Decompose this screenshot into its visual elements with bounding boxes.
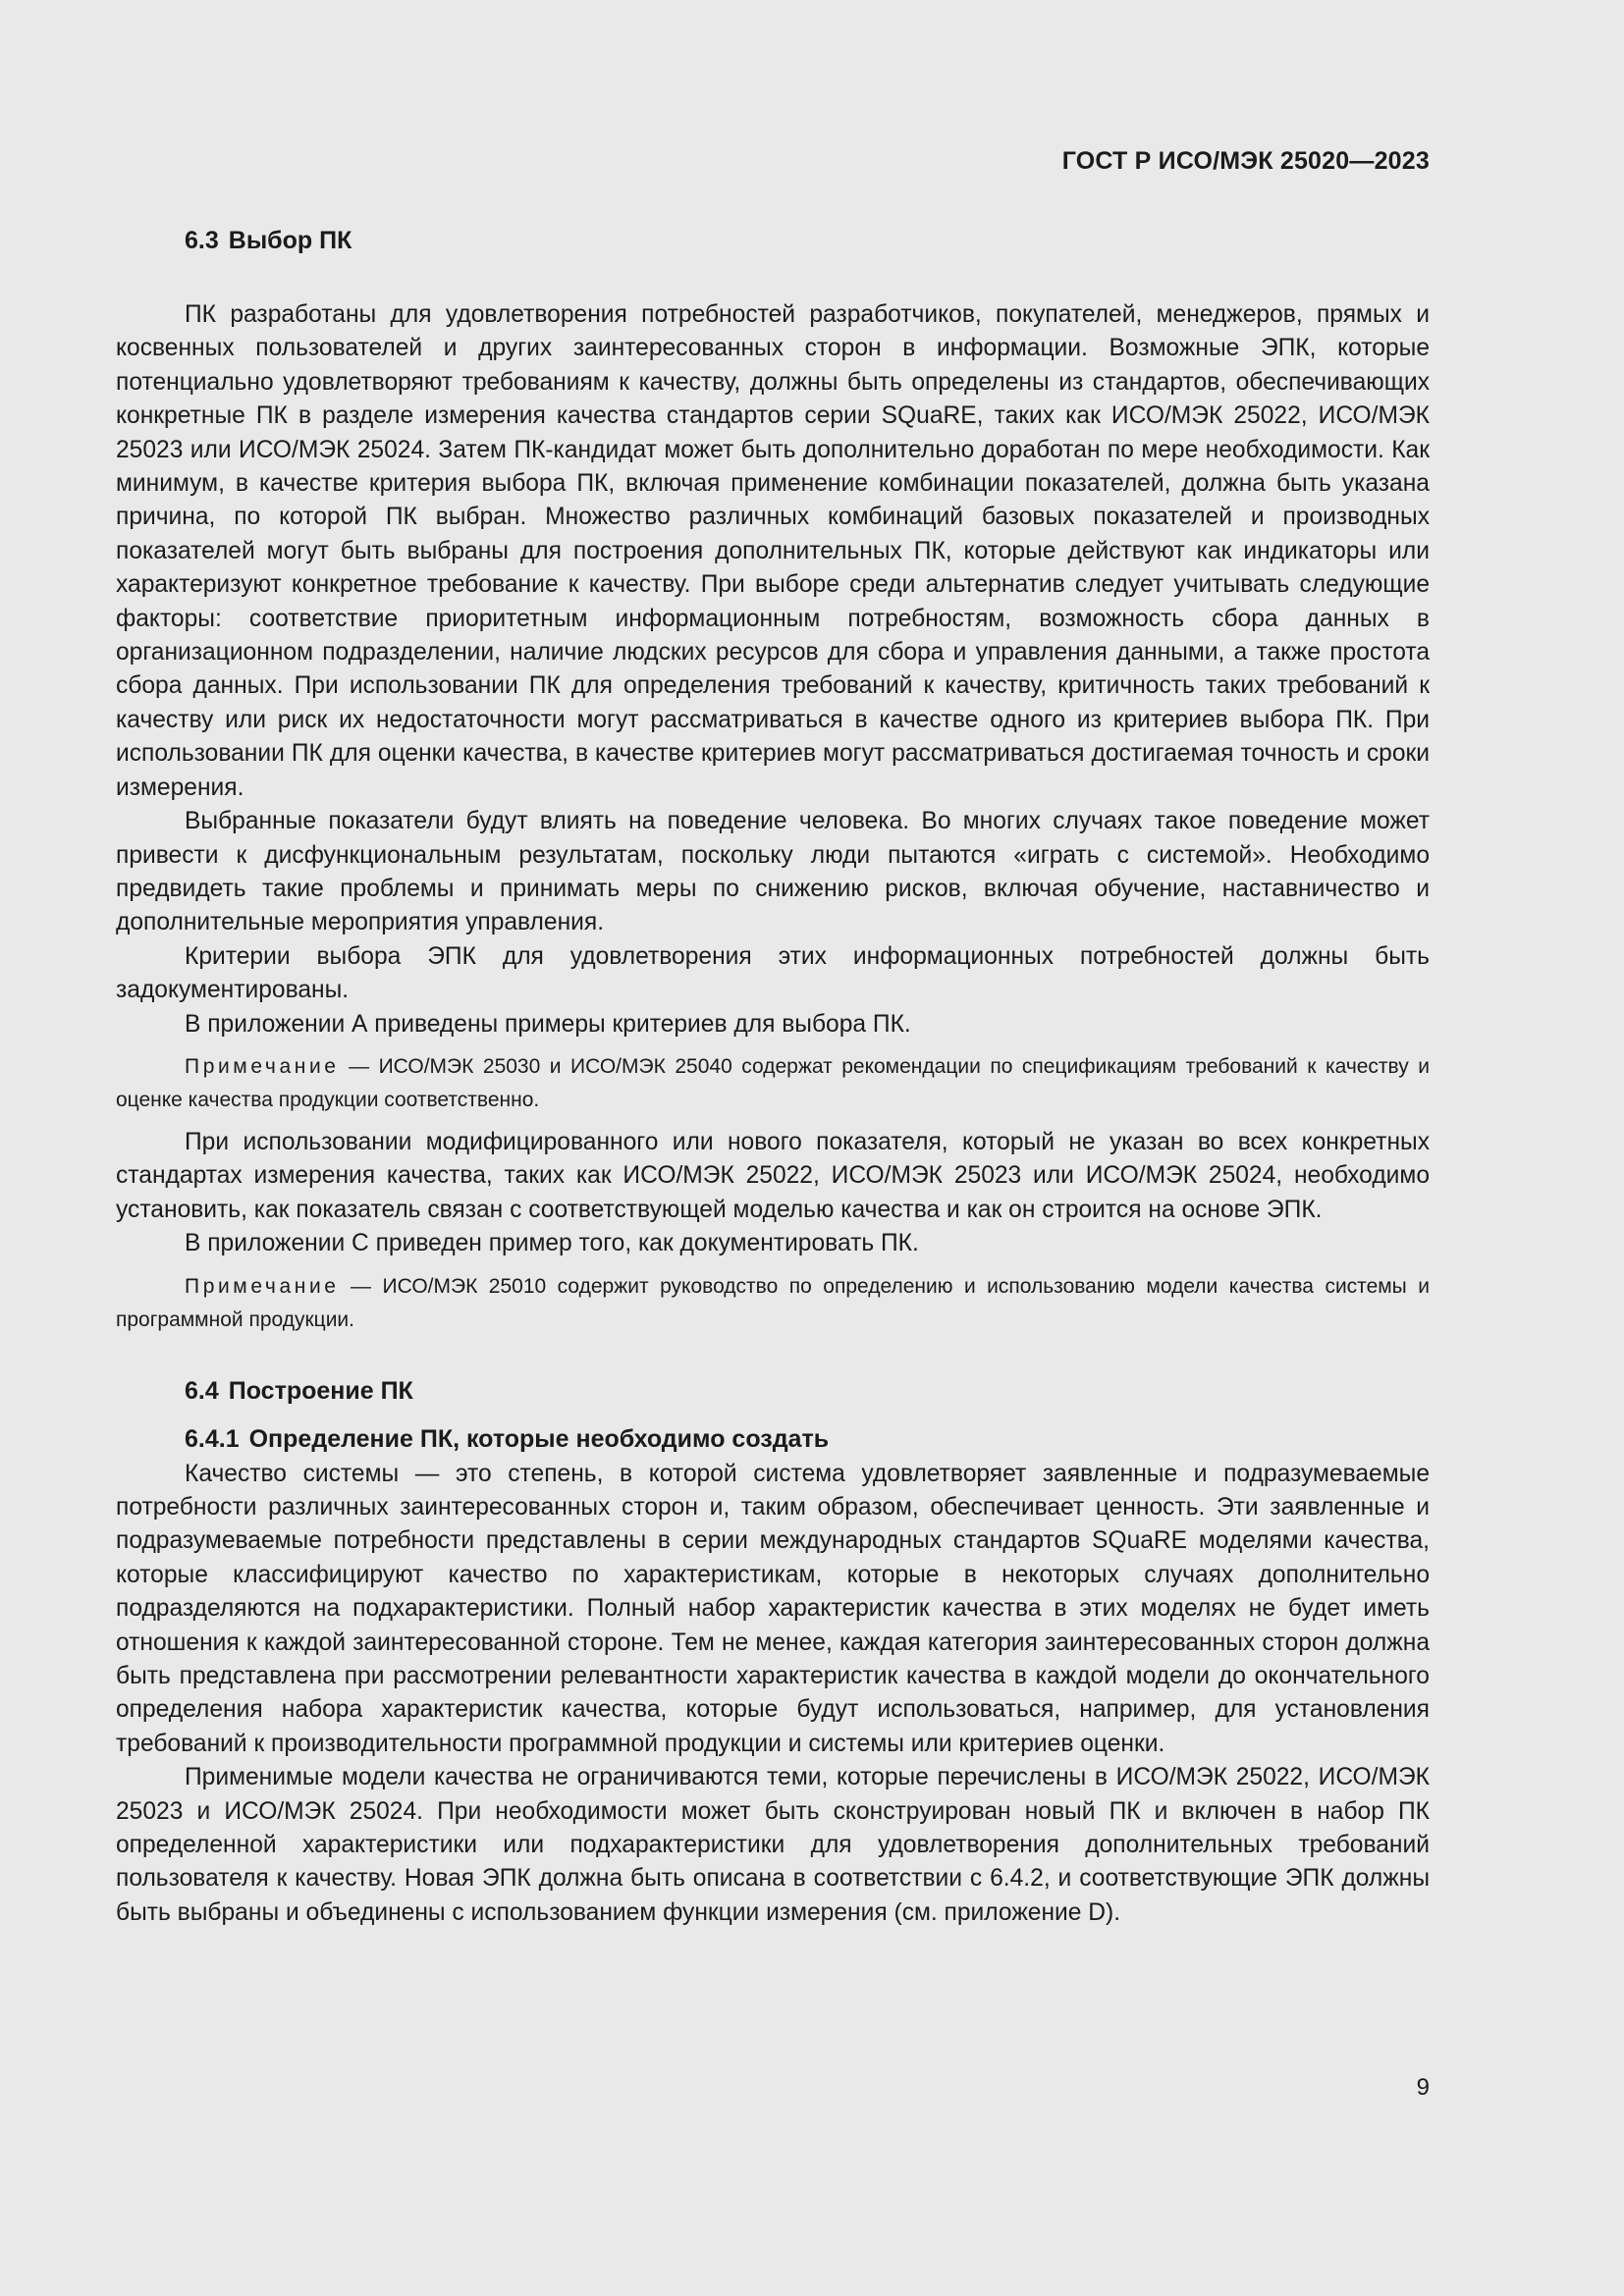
section-number: 6.3 xyxy=(185,227,219,254)
note-text: — ИСО/МЭК 25030 и ИСО/МЭК 25040 содержат рекомендации по спецификациям требований к качеству и оценке качества продукции соответственно. xyxy=(116,1054,1430,1111)
paragraph: При использовании модифицированного или нового показателя, который не указан во всех конкретных стандартах измерения качества, таких как ИСО/МЭК 25022, ИСО/МЭК 25023 или ИСО/МЭК 25024, необходимо установить, как показатель связан с соответствующей моделью качества и как он строится на основе ЭПК. xyxy=(116,1128,1430,1223)
section-title: Выбор ПК xyxy=(228,227,352,254)
section-title: Определение ПК, которые необходимо создать xyxy=(248,1424,830,1453)
document-page xyxy=(116,0,1430,2296)
note-label: Примечание xyxy=(185,1274,340,1298)
section-heading-6-4 xyxy=(116,1374,1430,1408)
page-content xyxy=(116,224,1430,1930)
section-title: Построение ПК xyxy=(228,1376,413,1405)
paragraph: В приложении С приведен пример того, как документировать ПК. xyxy=(185,1230,919,1257)
page-number: 9 xyxy=(1416,2074,1430,2101)
standard-header: ГОСТ Р ИСО/МЭК 25020—2023 xyxy=(1061,147,1430,175)
section-number: 6.4 xyxy=(185,1376,219,1405)
section-heading-6-4-1 xyxy=(116,1422,1430,1456)
note xyxy=(116,1270,1430,1337)
note-text: — ИСО/МЭК 25010 содержит руководство по определению и использованию модели качества системы и программной продукции. xyxy=(116,1274,1430,1331)
note xyxy=(116,1050,1430,1117)
paragraph: Выбранные показатели будут влиять на поведение человека. Во многих случаях такое поведение может привести к дисфункциональным результатам, поскольку люди пытаются «играть с системой». Необходимо предвидеть такие проблемы и принимать меры по снижению рисков, включая обучение, наставничество и дополнительные мероприятия управления. xyxy=(116,808,1430,936)
paragraph: В приложении А приведены примеры критериев для выбора ПК. xyxy=(185,1010,911,1038)
paragraph: ПК разработаны для удовлетворения потребностей разработчиков, покупателей, менеджеров, прямых и косвенных пользователей и других заинтересованных сторон в информации. Возможные ЭПК, которые потенциально удовлетворяют требованиям к качеству, должны быть определены из стандартов, обеспечивающих конкретные ПК в разделе измерения качества стандартов серии SQuaRE, таких как ИСО/МЭК 25022, ИСО/МЭК 25023 или ИСО/МЭК 25024. Затем ПК-кандидат может быть дополнительно доработан по мере необходимости. Как минимум, в качестве критерия выбора ПК, включая применение комбинации показателей, должна быть указана причина, по которой ПК выбран. Множество различных комбинаций базовых показателей и производных показателей могут быть выбраны для построения дополнительных ПК, которые действуют как индикаторы или характеризуют конкретное требование к качеству. При выборе среди альтернатив следует учитывать следующие факторы: соответствие приоритетным информационным потребностям, возможность сбора данных в организационном подразделении, наличие людских ресурсов для сбора и управления данными, а также простота сбора данных. При использовании ПК для определения требований к качеству, критичность таких требований к качеству или риск их недостаточности могут рассматриваться в качестве одного из критериев выбора ПК. При использовании ПК для оценки качества, в качестве критериев могут рассматриваться достигаемая точность и сроки измерения. xyxy=(116,301,1430,801)
section-number: 6.4.1 xyxy=(185,1424,240,1453)
paragraph: Качество системы — это степень, в которой система удовлетворяет заявленные и подразумеваемые потребности различных заинтересованных сторон и, таким образом, обеспечивает ценность. Эти заявленные и подразумеваемые потребности представлены в серии международных стандартов SQuaRE моделями качества, которые классифицируют качество по характеристикам, которые в некоторых случаях дополнительно подразделяются на подхарактеристики. Полный набор характеристик качества в этих моделях не будет иметь отношения к каждой заинтересованной стороне. Тем не менее, каждая категория заинтересованных сторон должна быть представлена при рассмотрении релевантности характеристик качества в каждой модели до окончательного определения набора характеристик качества, которые будут использоваться, например, для установления требований к производительности программной продукции и системы или критериев оценки. xyxy=(116,1460,1430,1757)
paragraph: Критерии выбора ЭПК для удовлетворения этих информационных потребностей должны быть задокументированы. xyxy=(116,942,1430,1004)
note-label: Примечание xyxy=(185,1054,340,1078)
section-heading-6-3 xyxy=(116,224,1430,257)
paragraph: Применимые модели качества не ограничиваются теми, которые перечислены в ИСО/МЭК 25022, ИСО/МЭК 25023 и ИСО/МЭК 25024. При необходимости может быть сконструирован новый ПК и включен в набор ПК определенной характеристики или подхарактеристики для удовлетворения дополнительных требований пользователя к качеству. Новая ЭПК должна быть описана в соответствии с 6.4.2, и соответствующие ЭПК должны быть выбраны и объединены с использованием функции измерения (см. приложение D). xyxy=(116,1764,1430,1926)
